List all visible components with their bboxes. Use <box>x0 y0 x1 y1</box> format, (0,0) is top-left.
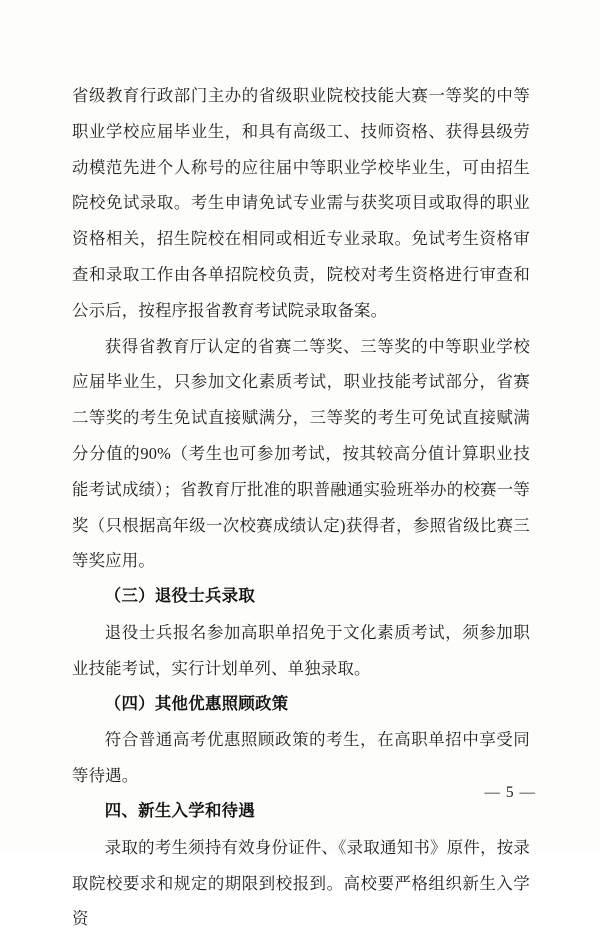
section-heading-three: （三）退役士兵录取 <box>104 587 256 606</box>
section-heading-four: （四）其他优惠照顾政策 <box>104 694 289 713</box>
paragraph-2: 获得省教育厅认定的省赛二等奖、三等奖的中等职业学校应届毕业生，只参加文化素质考试，职业技能考试部分，省赛二等奖的考生免试直接赋满分，三等奖的考生可免试直接赋满分分值的90%（考生也可参加考试，按其较高分值计算职业技能考试成绩）；省教育厅批准的职普融通实验班举办的校赛一等奖（只根据高年级一次校赛成绩认定)获得者，参照省级比赛三等奖应用。 <box>72 336 530 571</box>
page-number: — 5 — <box>484 784 536 801</box>
paragraph-4: 符合普通高考优惠照顾政策的考生，在高职单招中享受同等待遇。 <box>72 730 530 786</box>
document-body <box>72 78 530 937</box>
paragraph-5: 录取的考生须持有效身份证件、《录取通知书》原件，按录取院校要求和规定的期限到校报到。高校要严格组织新生入学资 <box>72 837 530 929</box>
section-heading-chapter-four: 四、新生入学和待遇 <box>104 801 256 820</box>
paragraph-3: 退役士兵报名参加高职单招免于文化素质考试，须参加职业技能考试，实行计划单列、单独录取。 <box>72 622 530 678</box>
paragraph-1: 省级教育行政部门主办的省级职业院校技能大赛一等奖的中等职业学校应届毕业生，和具有高级工、技师资格、获得县级劳动模范先进个人称号的应往届中等职业学校毕业生，可由招生院校免试录取。考生申请免试专业需与获奖项目或取得的职业资格相关，招生院校在相同或相近专业录取。免试考生资格审查和录取工作由各单招院校负责，院校对考生资格进行审查和公示后，按程序报省教育考试院录取备案。 <box>72 86 530 320</box>
